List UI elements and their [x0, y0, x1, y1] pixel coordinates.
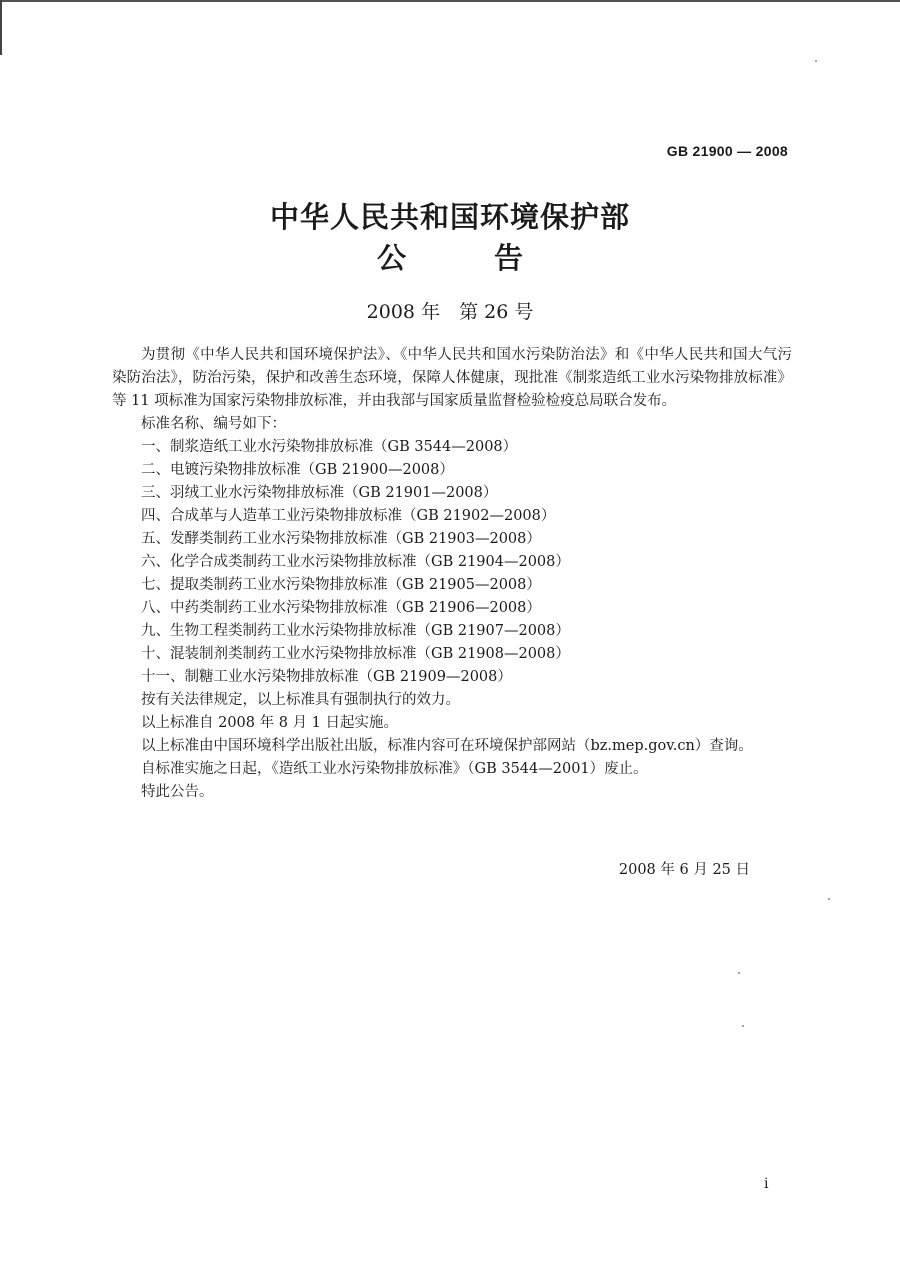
scan-speck	[738, 972, 740, 974]
list-item: 七、提取类制药工业水污染物排放标准（GB 21905—2008）	[141, 577, 541, 593]
list-item: 十一、制糖工业水污染物排放标准（GB 21909—2008）	[141, 669, 512, 685]
scan-edge-top	[0, 0, 900, 2]
list-item: 九、生物工程类制药工业水污染物排放标准（GB 21907—2008）	[141, 623, 570, 639]
list-item: 五、发酵类制药工业水污染物排放标准（GB 21903—2008）	[141, 531, 541, 547]
list-item: 一、制浆造纸工业水污染物排放标准（GB 3544—2008）	[141, 439, 518, 455]
scan-speck	[742, 1025, 744, 1027]
list-item: 二、电镀污染物排放标准（GB 21900—2008）	[141, 462, 454, 478]
scan-edge-left	[0, 0, 2, 55]
intro-paragraph: 为贯彻《中华人民共和国环境保护法》、《中华人民共和国水污染防治法》和《中华人民共和国大气污染防治法》，防治污染，保护和改善生态环境，保障人体健康，现批准《制浆造纸工业水污染物排放标准》等 11 项标准为国家污染物排放标准，并由我部与国家质量监督检验检疫总局联合发布。	[112, 347, 792, 409]
standards-list	[112, 436, 792, 689]
announcement-body	[112, 344, 792, 804]
standard-code: GB 21900 — 2008	[666, 143, 788, 159]
page-number: i	[764, 1176, 769, 1192]
list-item: 六、化学合成类制药工业水污染物排放标准（GB 21904—2008）	[141, 554, 570, 570]
announcement-title: 中华人民共和国环境保护部	[269, 200, 630, 234]
list-item: 八、中药类制药工业水污染物排放标准（GB 21906—2008）	[141, 600, 541, 616]
legal-effect-text: 按有关法律规定，以上标准具有强制执行的效力。	[141, 692, 460, 708]
scan-speck	[828, 898, 830, 900]
list-item: 四、合成革与人造革工业污染物排放标准（GB 21902—2008）	[141, 508, 556, 524]
list-item: 三、羽绒工业水污染物排放标准（GB 21901—2008）	[141, 485, 498, 501]
effective-date-text: 以上标准自 2008 年 8 月 1 日起实施。	[141, 715, 399, 731]
announcement-subtitle: 公告	[376, 241, 611, 275]
list-heading: 标准名称、编号如下：	[141, 416, 286, 432]
list-item: 十、混装制剂类制药工业水污染物排放标准（GB 21908—2008）	[141, 646, 570, 662]
issue-number: 2008 年 第 26 号	[366, 301, 534, 323]
repeal-text: 自标准实施之日起，《造纸工业水污染物排放标准》（GB 3544—2001）废止。	[141, 761, 648, 777]
closing-text: 特此公告。	[141, 784, 214, 800]
announcement-date: 2008 年 6 月 25 日	[618, 862, 750, 878]
scan-speck	[815, 60, 817, 62]
publisher-text: 以上标准由中国环境科学出版社出版，标准内容可在环境保护部网站（bz.mep.gov.cn）查询。	[141, 738, 753, 754]
